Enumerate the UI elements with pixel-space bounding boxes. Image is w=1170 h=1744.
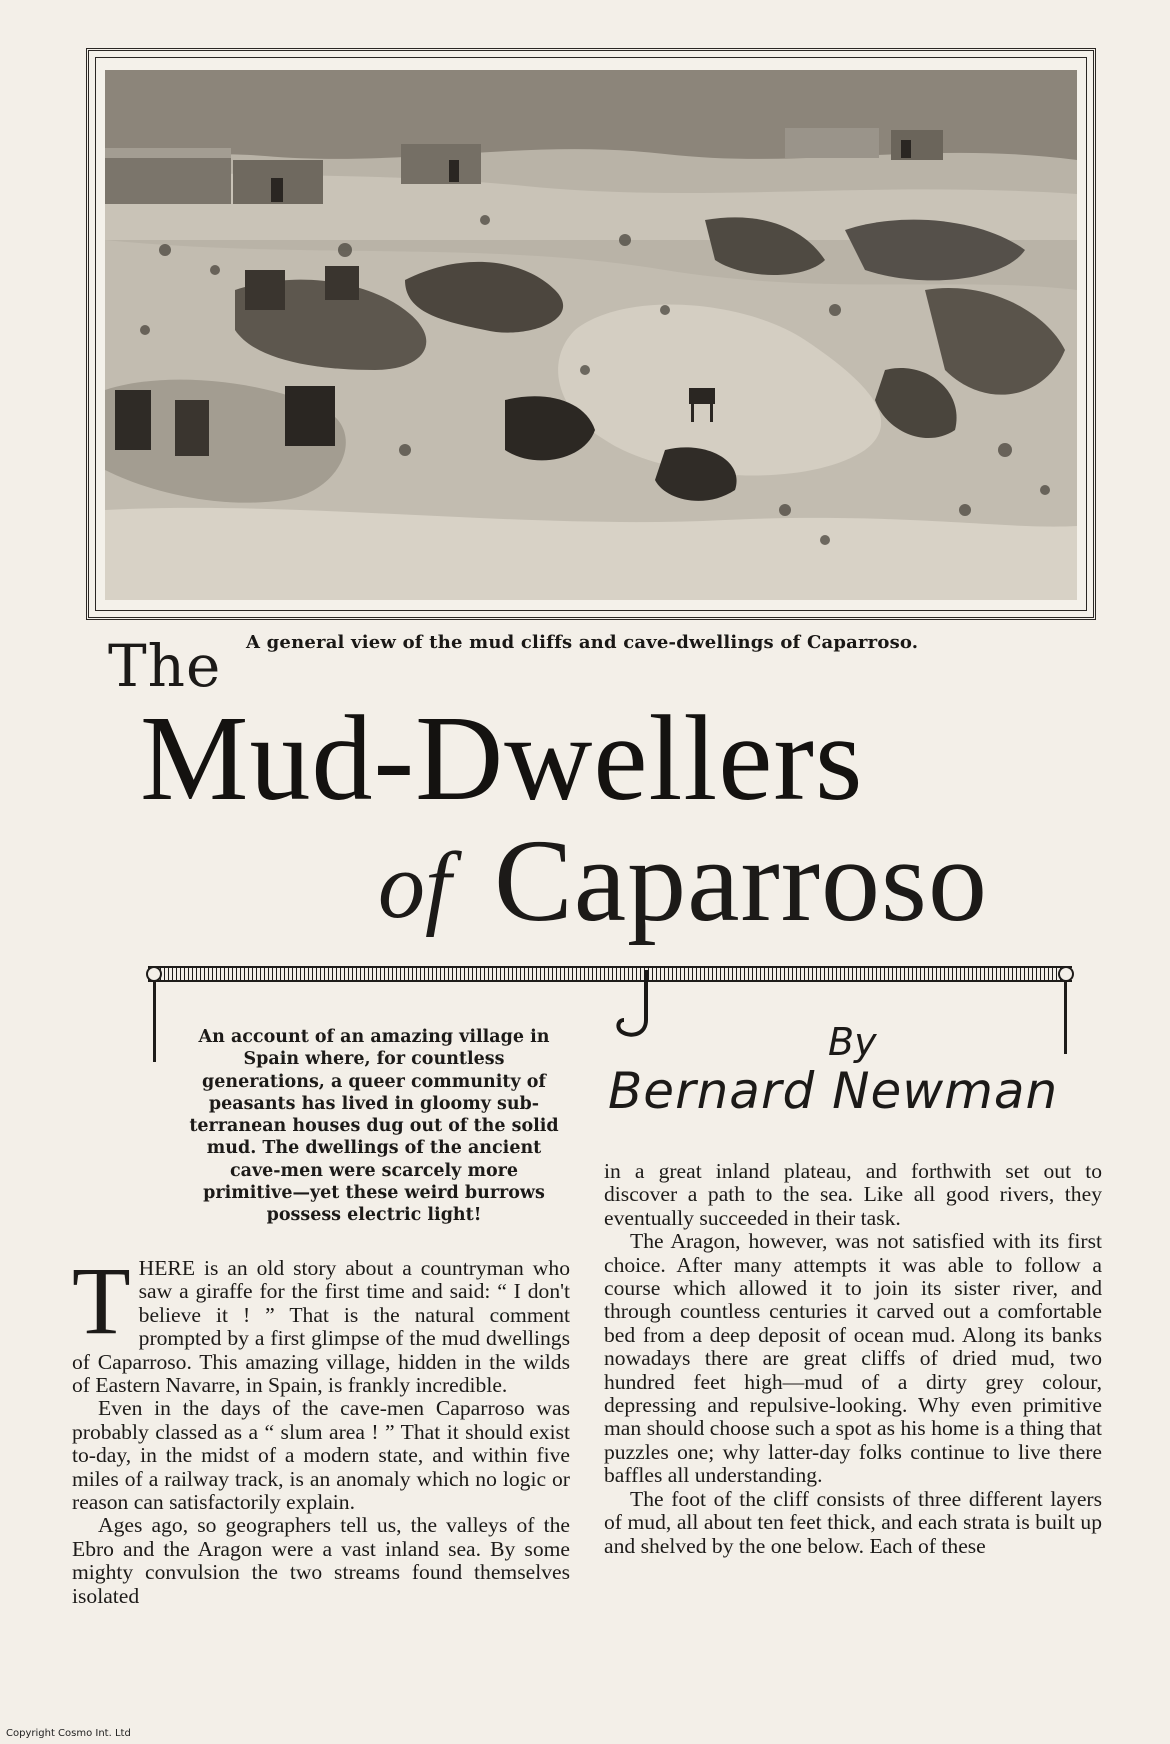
paragraph: Ages ago, so geographers tell us, the valleys of the Ebro and the Aragon were a vast inland sea. By some mighty convulsion the two streams found themselves isolated <box>72 1513 570 1608</box>
rail-left-cap <box>146 966 162 982</box>
paragraph: Even in the days of the cave-men Caparroso was probably classed as a “ slum area ! ” That it should exist to-day, in the midst of a modern state, and within five miles of a railway track, is an anomaly which no logic or reason can satisfactorily explain. <box>72 1396 570 1515</box>
article-column-right <box>604 1160 1102 1558</box>
paragraph <box>72 1247 570 1398</box>
paragraph: The foot of the cliff consists of three different layers of mud, all about ten feet thick, and each strata is built up and shelved by the one below. Each of these <box>604 1486 1102 1558</box>
photo-caption: A general view of the mud cliffs and cave-dwellings of Caparroso. <box>246 632 919 653</box>
rail-right-post <box>1064 982 1067 1054</box>
title-hook-flourish <box>610 968 660 1040</box>
paragraph: in a great inland plateau, and forthwith set out to discover a path to the sea. Like all good rivers, they eventually succeeded in their task. <box>604 1159 1102 1230</box>
rail-left-post <box>153 982 156 1062</box>
drop-cap: T <box>72 1247 131 1354</box>
byline-by: By <box>828 1020 877 1064</box>
title-of: of <box>378 834 452 938</box>
title-place: Caparroso <box>494 815 988 946</box>
cave-dwellings-photo <box>105 70 1077 600</box>
title-main: Mud-Dwellers <box>140 691 864 826</box>
article-column-left <box>72 1247 570 1608</box>
paragraph-text: HERE is an old story about a countryman who saw a giraffe for the first time and said: “ I don't believe it ! ” That is the natural comment prompted by a first glimpse of the mud dwellings of Caparroso. This amazing village, hidden in the wilds of Eastern Navarre, in Spain, is frankly incredible. <box>72 1256 570 1398</box>
cave-dwellings-illustration <box>105 70 1077 600</box>
intro-standfirst: An account of an amazing village in Spain where, for countless generations, a queer community of peasants has lived in gloomy sub-terranean houses dug out of the solid mud. The dwellings of the ancient cave-men were scarcely more primitive—yet these weird burrows possess electric light! <box>189 1027 559 1226</box>
copyright-notice: Copyright Cosmo Int. Ltd <box>6 1728 131 1739</box>
title-the: The <box>108 632 222 700</box>
rail-right-cap <box>1058 966 1074 982</box>
paragraph: The Aragon, however, was not satisfied with its first choice. After many attempts it was able to follow a course which allowed it to join its sister river, and through countless centuries it carved out a comfortable bed from a deep deposit of ocean mud. Along its banks nowadays there are great cliffs of dried mud, two hundred feet high—mud of a dirty grey colour, depressing and repulsive-looking. Why even primitive man should choose such a spot as his home is a thing that puzzles one; why latter-day folks continue to live there baffles all understanding. <box>604 1229 1102 1488</box>
author-name: Bernard Newman <box>608 1062 1059 1120</box>
